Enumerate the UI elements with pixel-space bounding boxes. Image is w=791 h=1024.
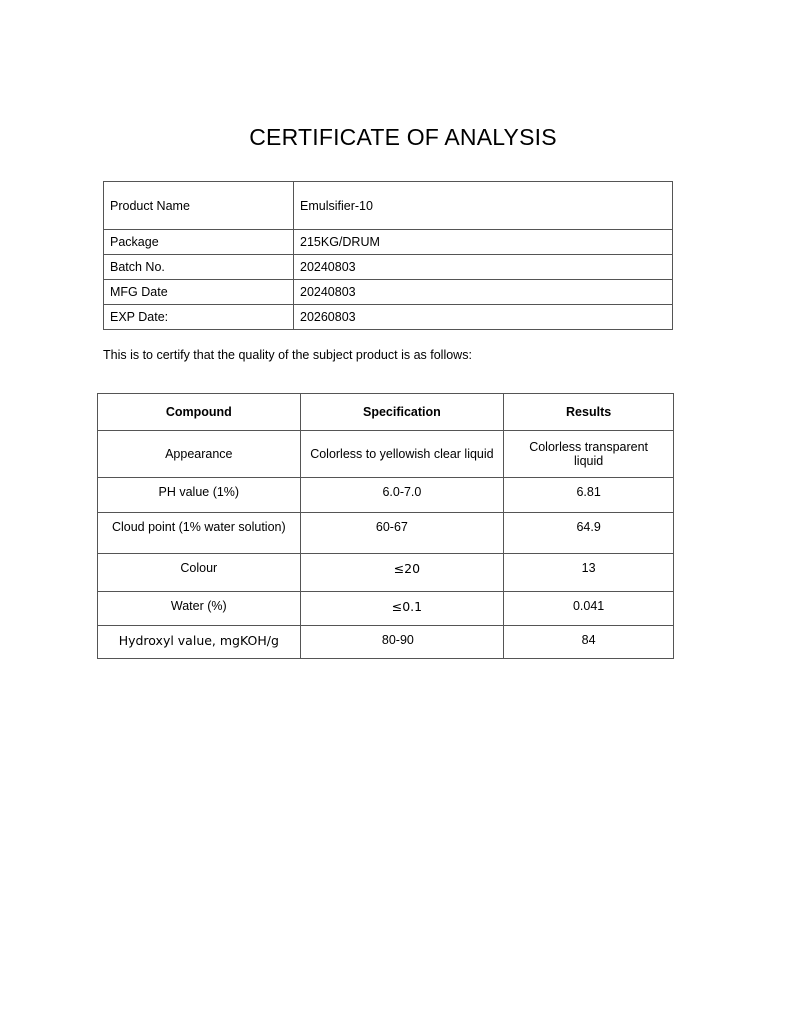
specification-cell: 80-90 (300, 626, 504, 659)
document-title: CERTIFICATE OF ANALYSIS (249, 124, 557, 150)
table-row (98, 431, 674, 478)
info-value: 20240803 (294, 255, 673, 280)
specification-cell: Colorless to yellowish clear liquid (300, 431, 504, 478)
compound-cell: Cloud point (1% water solution) (98, 513, 301, 554)
info-row-package (104, 230, 673, 255)
analysis-table (97, 393, 674, 659)
info-value: Emulsifier-10 (294, 182, 673, 230)
compound-cell: Water (%) (98, 592, 301, 626)
info-label: Batch No. (104, 255, 294, 280)
result-cell: 84 (504, 626, 674, 659)
specification-cell: 60-67 (300, 513, 504, 554)
info-label: EXP Date: (104, 305, 294, 330)
compound-cell: Hydroxyl value, mgKOH/g (98, 626, 301, 659)
specification-cell: 6.0-7.0 (300, 478, 504, 513)
info-value: 20240803 (294, 280, 673, 305)
info-label: MFG Date (104, 280, 294, 305)
result-cell: 64.9 (504, 513, 674, 554)
result-cell: 0.041 (504, 592, 674, 626)
info-value: 20260803 (294, 305, 673, 330)
info-label: Package (104, 230, 294, 255)
specification-cell: ≤0.1 (300, 592, 504, 626)
result-cell: 13 (504, 554, 674, 592)
certification-statement: This is to certify that the quality of the subject product is as follows: (103, 348, 472, 362)
analysis-header-row (98, 394, 674, 431)
info-row-exp-date (104, 305, 673, 330)
result-cell: Colorless transparent liquid (504, 431, 674, 478)
compound-cell: PH value (1%) (98, 478, 301, 513)
result-cell: 6.81 (504, 478, 674, 513)
info-label: Product Name (104, 182, 294, 230)
info-row-product-name (104, 182, 673, 230)
info-row-mfg-date (104, 280, 673, 305)
table-row (98, 478, 674, 513)
info-value: 215KG/DRUM (294, 230, 673, 255)
table-row (98, 626, 674, 659)
table-row (98, 592, 674, 626)
specification-cell: ≤20 (300, 554, 504, 592)
column-header-results: Results (504, 394, 674, 431)
compound-cell: Colour (98, 554, 301, 592)
info-row-batch-no (104, 255, 673, 280)
product-info-table (103, 181, 673, 330)
table-row (98, 554, 674, 592)
column-header-compound: Compound (98, 394, 301, 431)
column-header-specification: Specification (300, 394, 504, 431)
compound-cell: Appearance (98, 431, 301, 478)
table-row (98, 513, 674, 554)
